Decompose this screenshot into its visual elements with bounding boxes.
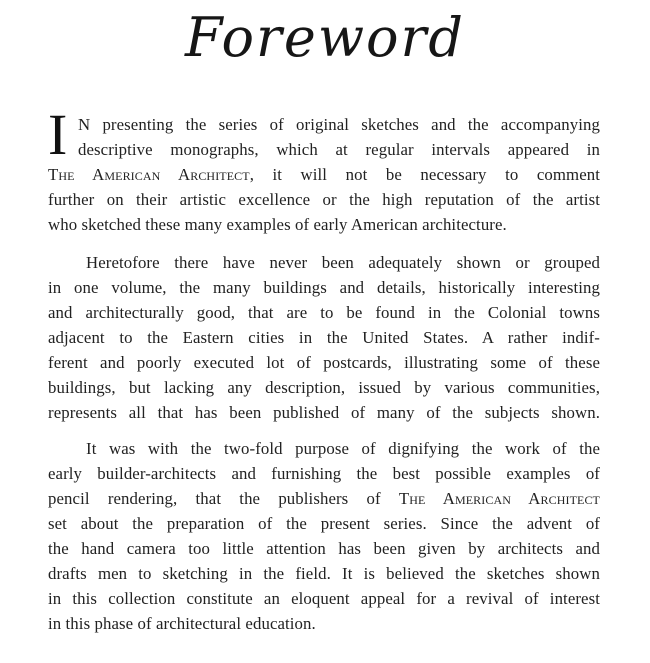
text-line: It was with the two-fold purpose of dignifying the work of the bbox=[86, 439, 600, 458]
text-line: N presenting the series of original sketches and the accompanying bbox=[78, 115, 600, 134]
text-line: descriptive monographs, which at regular intervals appeared in bbox=[78, 140, 600, 159]
paragraph-3 bbox=[48, 436, 600, 636]
publication-name: The American Architect bbox=[48, 165, 250, 184]
text-line: represents all that has been published of many of the subjects shown. bbox=[48, 403, 600, 422]
drop-cap: I bbox=[48, 102, 68, 167]
text-line: and architecturally good, that are to be found in the Colonial towns bbox=[48, 303, 600, 322]
text-fragment: , it will not be necessary to comment bbox=[249, 165, 600, 184]
text-line: buildings, but lacking any description, issued by various communities, bbox=[48, 378, 600, 397]
text-line: further on their artistic excellence or the high reputation of the artist bbox=[48, 190, 600, 209]
text-line: who sketched these many examples of early American architecture. bbox=[48, 215, 507, 234]
text-line: drafts men to sketching in the field. It is believed the sketches shown bbox=[48, 564, 600, 583]
text-line: adjacent to the Eastern cities in the United States. A rather indif- bbox=[48, 328, 600, 347]
text-line bbox=[48, 162, 600, 187]
paragraph-2 bbox=[48, 250, 600, 425]
text-line bbox=[48, 486, 600, 511]
text-fragment: pencil rendering, that the publishers of bbox=[48, 489, 399, 508]
publication-name: The American Architect bbox=[398, 489, 600, 508]
text-line: in this collection constitute an eloquent appeal for a revival of interest bbox=[48, 589, 600, 608]
text-line: early builder-architects and furnishing the best possible examples of bbox=[48, 464, 600, 483]
text-line: in one volume, the many buildings and details, historically interesting bbox=[48, 278, 600, 297]
page-title: Foreword bbox=[185, 6, 465, 69]
text-line: the hand camera too little attention has been given by architects and bbox=[48, 539, 600, 558]
text-line: set about the preparation of the present series. Since the advent of bbox=[48, 514, 600, 533]
paragraph-1 bbox=[48, 102, 600, 237]
text-line: Heretofore there have never been adequately shown or grouped bbox=[86, 253, 600, 272]
text-line: ferent and poorly executed lot of postcards, illustrating some of these bbox=[48, 353, 600, 372]
text-line: in this phase of architectural education. bbox=[48, 614, 316, 633]
